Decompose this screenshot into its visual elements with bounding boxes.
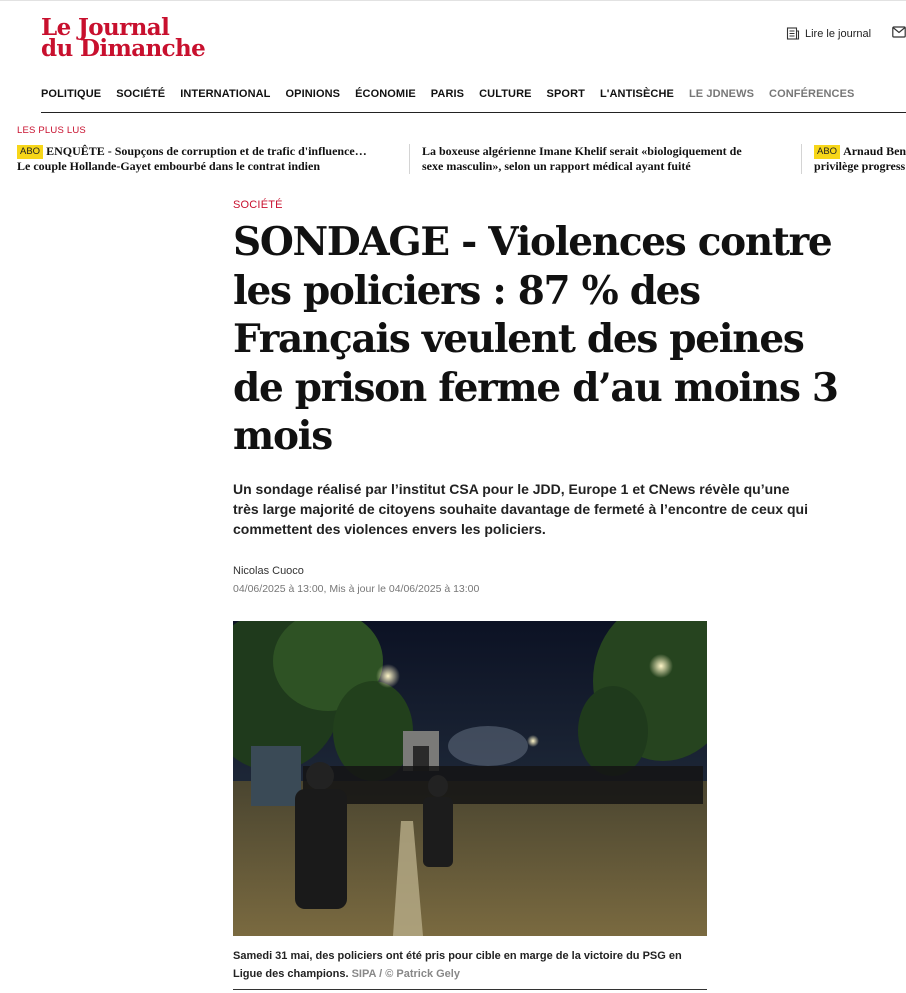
article-lede: Un sondage réalisé par l’institut CSA pour le JDD, Europe 1 et CNews révèle qu’une très large majorité de citoyens souhaite davantage de fermeté à l’encontre de ceux qui commettent des violences envers les policiers.: [233, 481, 808, 537]
nav-item-international[interactable]: INTERNATIONAL: [180, 88, 271, 100]
most-read-item-title: ENQUÊTE - Soupçons de corruption et de trafic d'influence…: [46, 144, 367, 158]
site-logo[interactable]: [41, 14, 206, 62]
most-read-label: LES PLUS LUS: [17, 125, 86, 136]
most-read-item-title: Arnaud Ben: [843, 144, 906, 158]
nav-item-conferences[interactable]: CONFÉRENCES: [769, 88, 855, 100]
nav-item-paris[interactable]: PARIS: [430, 88, 465, 100]
most-read-item-subtitle: sexe masculin», selon un rapport médical ayant fuité: [422, 159, 691, 173]
caption-divider: [233, 989, 707, 990]
nav-item-culture[interactable]: CULTURE: [479, 88, 532, 100]
nav-item-politique[interactable]: POLITIQUE: [41, 88, 102, 100]
read-journal-label: Lire le journal: [805, 27, 872, 40]
most-read-item-title: La boxeuse algérienne Imane Khelif serait «biologiquement de: [422, 144, 742, 158]
article-title: SONDAGE - Violences contre les policiers : 87 % des Français veulent des peines de prison ferme d’au moins 3 mois: [233, 219, 838, 459]
nav-divider: [41, 112, 906, 113]
newspaper-icon: [786, 27, 800, 40]
abo-badge: ABO: [814, 145, 840, 159]
most-read-divider: [801, 144, 802, 174]
main-nav: [41, 88, 854, 100]
mail-icon[interactable]: [892, 26, 906, 38]
most-read-item-subtitle: privilège progress: [814, 159, 906, 173]
article-photo: [233, 621, 707, 936]
nav-item-opinions[interactable]: OPINIONS: [285, 88, 341, 100]
most-read-item[interactable]: [422, 144, 782, 174]
nav-item-sport[interactable]: SPORT: [546, 88, 585, 100]
nav-item-economie[interactable]: ÉCONOMIE: [355, 88, 416, 100]
logo-line1: Le Journal: [41, 14, 170, 41]
most-read-item[interactable]: [17, 144, 397, 174]
read-journal-link[interactable]: [786, 27, 871, 40]
photo-credit: SIPA / © Patrick Gely: [351, 968, 460, 980]
article-category[interactable]: SOCIÉTÉ: [233, 199, 283, 211]
article-dates: 04/06/2025 à 13:00, Mis à jour le 04/06/2025 à 13:00: [233, 583, 480, 595]
top-border: [0, 0, 906, 1]
most-read-item-subtitle: Le couple Hollande-Gayet embourbé dans le contrat indien: [17, 159, 320, 173]
nav-item-societe[interactable]: SOCIÉTÉ: [116, 88, 166, 100]
most-read-divider: [409, 144, 410, 174]
most-read-item[interactable]: [814, 144, 906, 174]
nav-item-jdnews[interactable]: LE JDNEWS: [688, 88, 755, 100]
photo-caption: [233, 947, 711, 983]
abo-badge: ABO: [17, 145, 43, 159]
nav-item-antiseche[interactable]: L'ANTISÈCHE: [599, 88, 674, 100]
logo-line2: du Dimanche: [41, 35, 206, 62]
photo-caption-text: Samedi 31 mai, des policiers ont été pris pour cible en marge de la victoire du PSG en Ligue des champions.: [233, 950, 682, 980]
article-author[interactable]: Nicolas Cuoco: [233, 565, 304, 577]
